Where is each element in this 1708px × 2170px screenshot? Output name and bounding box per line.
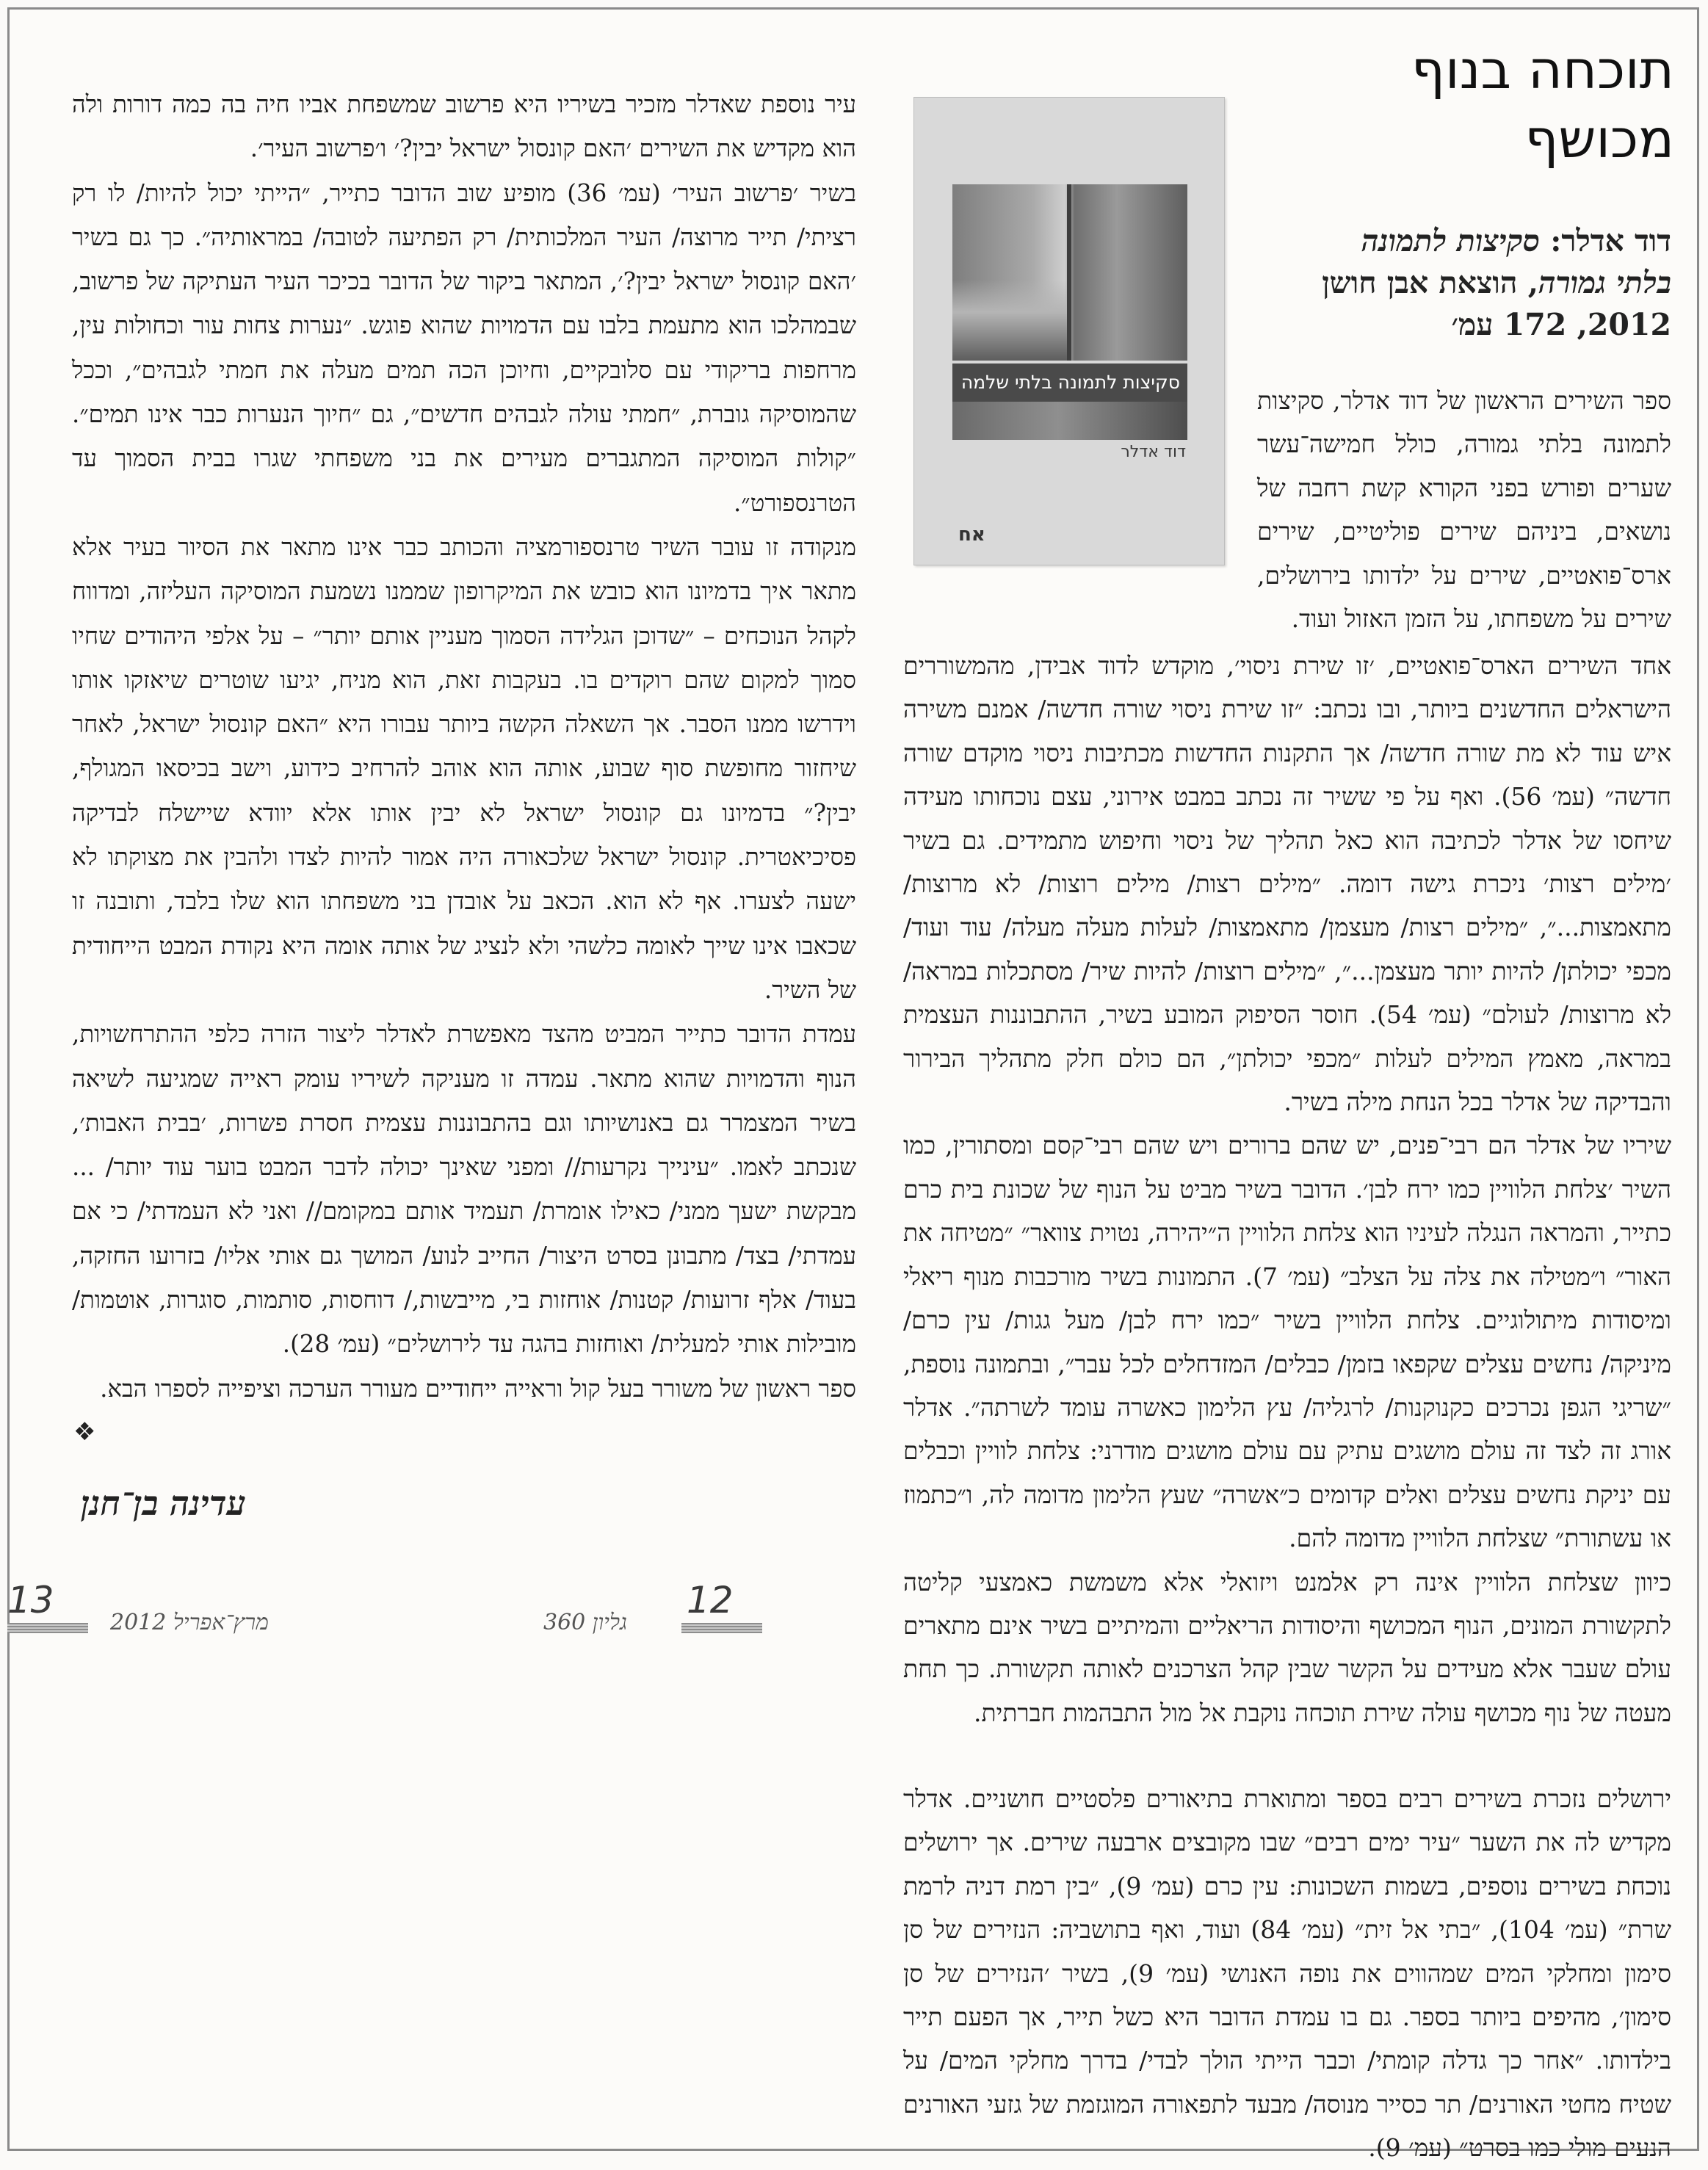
cover-photo-fog xyxy=(952,280,1070,361)
title-line-1: תוכחה בנוף xyxy=(1411,39,1674,101)
cover-photo xyxy=(952,184,1187,361)
article-title xyxy=(1241,35,1674,173)
footer-issue: גליון 360 xyxy=(543,1610,627,1635)
page-number-left: 13 xyxy=(7,1579,54,1621)
credits-book-title-part1: סקיצות לתמונה xyxy=(1361,223,1541,258)
cover-author: דוד אדלר xyxy=(1121,443,1186,461)
paragraph: עיר נוספת שאדלר מזכיר בשיריו היא פרשוב שמשפחת אביו חיה בה כמה דורות ולה הוא מקדיש את השירים ׳האם קונסול ישראל יבין?׳ ו׳פרשוב העיר׳. xyxy=(72,90,856,163)
right-column-bottom xyxy=(903,1777,1671,2163)
paragraph: אחד השירים הארס־פואטיים, ׳זו שירת ניסוי׳, מוקדש לדוד אבידן, מהמשוררים הישראלים החדשנים ביותר, ובו נכתב: ״זו שירת ניסוי שורה חדשה/ אמנם משירה איש עוד לא מת שורה חדשה/ אך התקנות החדשות מכתיבות ניסוי מוקדם שורה חדשה״ (עמ׳ 56). ואף על פי ששיר זה נכתב במבט אירוני, עצם נוכחותו מעידה שיחסו של אדלר לכתיבה הוא כאל תהליך של ניסוי וחיפוש מתמידים. גם בשיר ׳מילים רצות׳ ניכרת גישה דומה. ״מילים רצות/ מילים רוצות/ לא מרוצות/ מתאמצות...״, ״מילים רצות/ מעצמן/ מתאמצות/ לעלות מעלה מעלה/ עוד ועוד/ מכפי יכולתן/ להיות יותר מעצמן...״, ״מילים רוצות/ להיות שיר/ מסתכלות במראה/ לא מרוצות/ לעולם״ (עמ׳ 54). חוסר הסיפוק המובע בשיר, ההתבוננות העצמית במראה, מאמץ המילים לעלות ״מכפי יכולתן״, הם כולם חלק מתהליך הבירור והבדיקה של אדלר בכל הנחת מילה בשיר. xyxy=(903,651,1672,1117)
paragraph: עמדת הדובר כתייר המביט מהצד מאפשרת לאדלר ליצור הזרה כלפי ההתרחשויות, הנוף והדמויות שהוא מתאר. עמדה זו מעניקה לשיריו עומק ראייה שמגיעה לשיאה בשיר המצמרר גם באנושיותו וגם בהתבוננות עצמית חסרת פשרות, ׳בבית האבות׳, שנכתב לאמו. ״עינייך נקרעות// ומפני שאינך יכולה לדבר המבט בוער עוד יותר/ ... מבקשת ישעך ממני/ כאילו אומרת/ תעמיד אותם במקומם// ואני לא העמדתי/ כי אם עמדתי/ בצד/ מתבונן בסרט היצור/ החייב לנוע/ המושך גם אותי אליו/ בזרועו החזקה, בעוד/ אלף זרועות/ קטנות/ אוחזות בי, מייבשות,/ דוחסות, סותמות, סוגרות, אוטמות/ מובילות אותי למעלית/ ואוחזות בהגה עד לירושלים״ (עמ׳ 28). xyxy=(72,1020,856,1359)
credits-author: דוד אדלר: xyxy=(1540,223,1671,258)
right-column-lower xyxy=(903,644,1671,1749)
end-mark-icon: ❖ xyxy=(73,1417,96,1447)
credits-book-title-part2: בלתי גמורה xyxy=(1538,265,1671,300)
footer-bar-right xyxy=(681,1623,762,1633)
footer-bar-left xyxy=(7,1623,88,1633)
left-column xyxy=(72,82,856,1463)
credits-line-3: 2012, 172 עמ׳ xyxy=(1451,307,1671,342)
cover-photo-lower xyxy=(952,402,1187,440)
paragraph: שיריו של אדלר הם רבי־פנים, יש שהם ברורים ויש שהם רבי־קסם ומסתורין, כמו השיר ׳צלחת הלוויין כמו ירח לבן׳. הדובר בשיר מביט על הנוף של שכונת בית כרם כתייר, והמראה הנגלה לעיניו הוא צלחת הלוויין ה״יהירה, נטוית צוואר״ ״מטיחה את האור״ ו״מטילה את צלה על הצלב״ (עמ׳ 7). התמונות בשיר מורכבות מנוף ריאלי ומיסודות מיתולוגיים. צלחת הלוויין בשיר ״כמו ירח לבן/ מעל גגות/ עין כרם/ מיניקה/ נחשים עצלים שקפאו בזמן/ כבלים/ המזדחלים לכל עבר״, ובתמונה נוספת, ״שריגי הגפן נכרכים כקנוקנות/ לרגליה/ עץ הלימון כאשרה עומד לשרתה״. אדלר אורג זה לצד זה עולם מושגים עתיק עם עולם מושגים מודרני: צלחת לוויין וכבלים עם יניקת נחשים עצלים ואלים קדומים כ״אשרה״ שעץ הלימון מדומה לה, ו״כתמוז או עשתורת״ שצלחת הלוויין מדומה להם. xyxy=(903,1131,1671,1553)
credits-publisher: , הוצאת אבן חושן xyxy=(1322,265,1538,300)
paragraph: ירושלים נזכרת בשירים רבים בספר ומתוארת בתיאורים פלסטיים חושניים. אדלר מקדיש לה את השער ״עיר ימים רבים״ שבו מקובצים ארבעה שירים. אך ירושלים נוכחת בשירים נוספים, בשמות השכונות: עין כרם (עמ׳ 9), ״בין רמת דניה לרמת שרת״ (עמ׳ 104), ״בתי אל זית״ (עמ׳ 84) ועוד, ואף בתושביה: הנזירים של סן סימון ומחלקי המים שמהווים את נופה האנושי (עמ׳ 9), בשיר ׳הנזירים של סן סימון׳, מהיפים ביותר בספר. גם בו עמדת הדובר היא כשל תייר, אך הפעם תייר בילדותו. ״אחר כך גדלה קומתי/ וכבר הייתי הולך לבדי/ בדרך מחלקי המים/ על שטיח מחטי האורנים/ תר כסייר מנוסה/ מבעד לתפאורה המוגזמת של גזעי האורנים הנעים מולי כמו בסרט״ (עמ׳ 9). xyxy=(903,1784,1671,2163)
publisher-logo-icon: אח xyxy=(958,524,985,546)
title-line-2: מכושף xyxy=(1524,108,1674,170)
paragraph: בשיר ׳פרשוב העיר׳ (עמ׳ 36) מופיע שוב הדובר כתייר, ״הייתי יכול להיות/ לו רק רציתי/ תייר מרוצה/ העיר המלכותית/ רק הפתיעה לטובה/ במראותיה״. כך גם בשיר ׳האם קונסול ישראל יבין?׳, המתאר ביקור של הדובר בכיכר העיר העתיקה של פרשוב, שבמהלכו הוא מתעמת בלבו עם הדמויות שהוא פוגש. ״נערות צחות עור וכחולות עין, מרחפות בריקודי עם סלובקיים, וחיוכן הכה תמים מעלה את חמתי לגבהים״, וככל שהמוסיקה גוברת, ״חמתי עולה לגבהים חדשים״, גם ״חיוך הנערות כבר אינו תמים״. ״קולות המוסיקה המתגברים מעירים את בני משפחתי שגרו בבית הסמוך עד הטרנספורט״. xyxy=(72,178,856,517)
cover-photo-divider xyxy=(1067,184,1071,361)
paragraph: ספר השירים הראשון של דוד אדלר, סקיצות לתמונה בלתי גמורה, כולל חמישה־עשר שערים ופורש בפני הקורא קשת רחבה של נושאים, ביניהם שירים פוליטיים, שירים ארס־פואטיים, שירים על ילדותו בירושלים, שירים על משפחתו, על הזמן האזול ועוד. xyxy=(1257,386,1671,634)
paragraph: מנקודה זו עובר השיר טרנספורמציה והכותב כבר אינו מתאר את הסיור בעיר אלא מתאר איך בדמיונו הוא כובש את המיקרופון שממנו נשמעת המוסיקה העליזה, ומדווח לקהל הנוכחים – ״שדוכן הגלידה הסמוך מעניין אותם יותר״ – על אלפי היהודים שחיו סמוך למקום שהם רוקדים בו. בעקבות זאת, הוא מניח, יגיעו שוטרים שיאזקו אותו וידרשו ממנו הסבר. אך השאלה הקשה ביותר עבורו היא ״האם קונסול ישראל, לאחר שיחזור מחופשת סוף שבוע, אותה הוא אוהב להרחיב כידוע, וישב בכיסאו המגולף, יבין?״ בדמיונו גם קונסול ישראל לא יבין אותו אלא יוודא שיישלח לבדיקה פסיכיאטרית. קונסול ישראל שלכאורה היה אמור להיות לצדו ולהבין את מצוקתו לא ישעה לצערו. אף לא הוא. הכאב על אובדן בני משפחתו הוא שלו בלבד, ותובנה זו שכאבו אינו שייך לאומה כלשהי ולא לנציג של אותה אומה היא נקודת המבט הייחודית של השיר. xyxy=(72,532,856,1004)
right-column-upper xyxy=(1257,379,1671,640)
paragraph: כיוון שצלחת הלוויין אינה רק אלמנט ויזואלי אלא משמשת כאמצעי קליטה לתקשורת המונים, הנוף המכושף והיסודות הריאליים והמיתיים בשיר אינם מתארים עולם שעבר אלא מעידים על הקשר שבין קהל הצרכנים לאותה תקשורת. כך תחת מעטה של נוף מכושף עולה שירת תוכחה נוקבת אל מול התבהמות חברתית. xyxy=(903,1567,1671,1727)
footer-date: מרץ־אפריל 2012 xyxy=(110,1610,269,1635)
cover-title: סקיצות לתמונה בלתי שלמה xyxy=(952,364,1187,402)
paragraph: ספר ראשון של משורר בעל קול וראייה ייחודיים מעורר הערכה וציפייה לספרו הבא. xyxy=(100,1374,856,1403)
page-number-right: 12 xyxy=(687,1579,734,1621)
book-cover-image xyxy=(913,97,1225,565)
article-author-signature: עדינה בן־חנן xyxy=(81,1483,246,1523)
